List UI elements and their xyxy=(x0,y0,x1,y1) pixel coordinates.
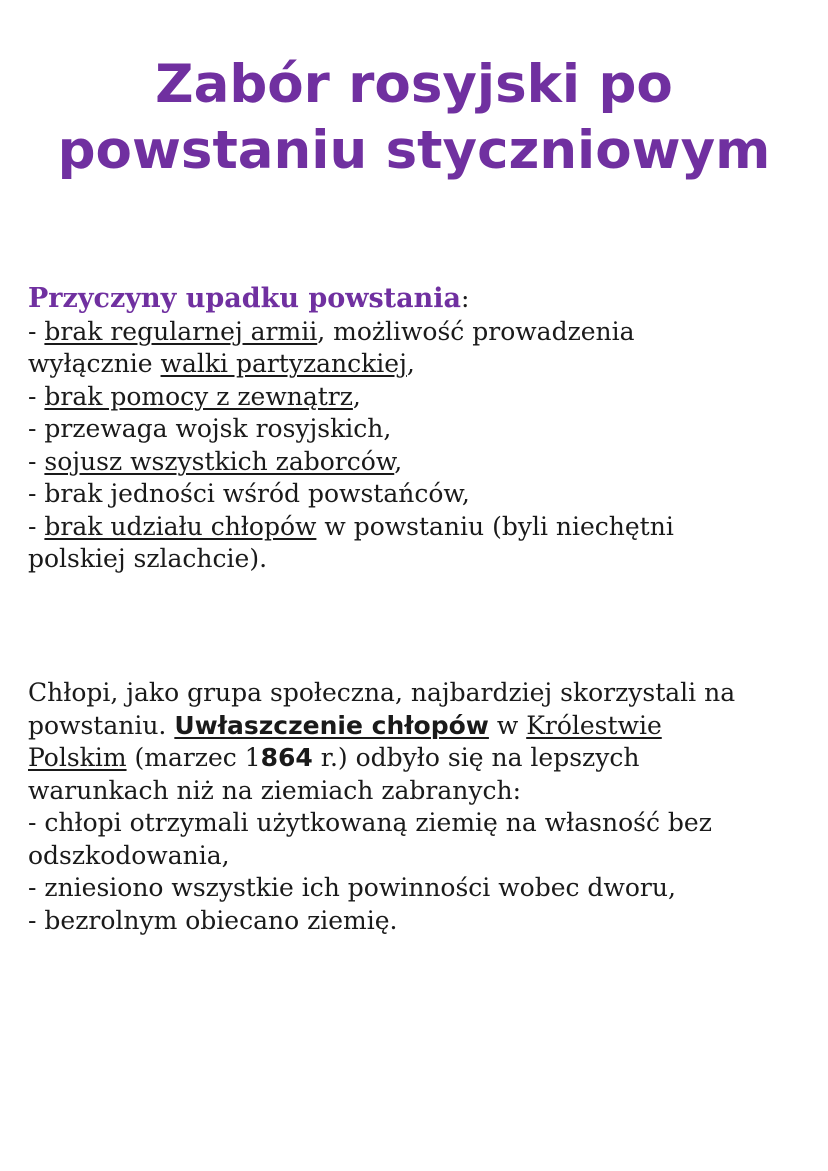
cause-item xyxy=(28,511,808,544)
cause-text: , xyxy=(352,381,361,411)
cause-dash: - xyxy=(28,316,45,346)
cause-text: wyłącznie xyxy=(28,349,161,378)
cause-item xyxy=(28,446,808,479)
peasants-text: (marzec 1 xyxy=(126,743,261,772)
cause-item xyxy=(28,348,808,381)
cause-text: , xyxy=(394,446,403,476)
cause-underlined: brak pomocy z zewnątrz xyxy=(44,381,353,411)
cause-item xyxy=(28,381,808,414)
cause-underlined: sojusz wszystkich zaborców xyxy=(44,446,395,476)
page-title-line-1: Zabór rosyjski po xyxy=(155,54,673,115)
kingdom-term-cont: Polskim xyxy=(28,743,127,772)
cause-item: - brak jedności wśród powstańców, xyxy=(28,479,470,508)
peasants-line: - zniesiono wszystkie ich powinności wobec dworu, xyxy=(28,873,676,902)
peasants-line xyxy=(28,742,808,775)
cause-underlined: walki partyzanckiej xyxy=(160,349,407,378)
causes-heading-line xyxy=(28,283,808,316)
page-title-line-2: powstaniu styczniowym xyxy=(57,120,771,181)
peasants-line: warunkach niż na ziemiach zabranych: xyxy=(28,775,522,805)
peasants-text: r.) odbyło się na lepszych xyxy=(312,743,640,772)
cause-item: - przewaga wojsk rosyjskich, xyxy=(28,414,392,443)
cause-item: polskiej szlachcie). xyxy=(28,544,268,573)
peasants-line: - chłopi otrzymali użytkowaną ziemię na własność bez xyxy=(28,808,712,837)
year-bold: 864 xyxy=(260,743,313,772)
causes-heading-colon: : xyxy=(461,284,470,313)
page-title xyxy=(0,52,828,184)
peasants-line: Chłopi, jako grupa społeczna, najbardziej skorzystali na xyxy=(28,678,736,707)
cause-item xyxy=(28,316,808,349)
cause-dash: - xyxy=(28,446,45,476)
kingdom-term: Królestwie xyxy=(526,710,662,740)
cause-dash: - xyxy=(28,511,45,541)
peasants-line xyxy=(28,710,808,743)
peasants-text: w xyxy=(488,710,527,740)
peasants-text: powstaniu. xyxy=(28,710,175,740)
peasants-line: odszkodowania, xyxy=(28,840,230,870)
cause-text: , xyxy=(406,349,415,378)
cause-dash: - xyxy=(28,381,45,411)
causes-heading: Przyczyny upadku powstania xyxy=(28,283,462,314)
peasants-section xyxy=(28,677,808,937)
enfranchisement-term: Uwłaszczenie chłopów xyxy=(174,710,489,740)
peasants-line: - bezrolnym obiecano ziemię. xyxy=(28,905,398,935)
cause-text: , możliwość prowadzenia xyxy=(317,316,635,346)
cause-underlined: brak udziału chłopów xyxy=(44,511,317,541)
cause-text: w powstaniu (byli niechętni xyxy=(316,511,674,541)
cause-underlined: brak regularnej armii xyxy=(44,316,318,346)
causes-section xyxy=(28,283,808,576)
